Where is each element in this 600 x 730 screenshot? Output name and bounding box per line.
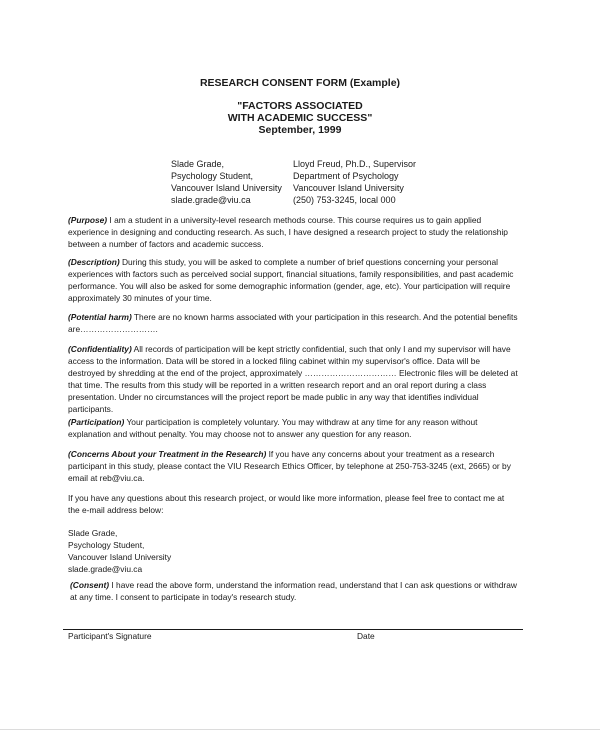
- description-label: (Description): [68, 257, 120, 267]
- form-title: RESEARCH CONSENT FORM (Example): [199, 77, 401, 89]
- description-paragraph: [68, 256, 518, 304]
- harm-text: There are no known harms associated with your participation in this research. And the potential benefits are……………………….: [68, 312, 518, 334]
- purpose-text: I am a student in a university-level research methods course. This course requires us to gain applied experience in designing and conducting research. As such, I have designed a research project to study the relationship between a number of factors and academic success.: [68, 215, 508, 249]
- participation-paragraph: [68, 416, 518, 440]
- description-text: During this study, you will be asked to complete a number of brief questions concerning your personal experiences with factors such as perceived social support, financial situations, family responsibilities, and past academic performance. You will also be asked for some demographic information (gender, age, etc). Your participation will require approximately 30 minutes of your time.: [68, 257, 514, 303]
- questions-paragraph: If you have any questions about this research project, or would like more information, please feel free to contact me at the e-mail address below:: [68, 493, 505, 515]
- supervisor-address-block: [293, 158, 416, 206]
- confidentiality-label: (Confidentiality): [68, 344, 132, 354]
- supervisor-phone: (250) 753-3245, local 000: [293, 195, 396, 205]
- study-title: [0, 100, 600, 136]
- study-title-line-1: "FACTORS ASSOCIATED: [237, 100, 363, 112]
- student-email: slade.grade@viu.ca: [171, 195, 251, 205]
- concerns-text: If you have any concerns about your treatment as a research participant in this study, please contact the VIU Research Ethics Officer, by telephone at 250-753-3245 (ext, 2665) or by email at reb@viu.ca.: [68, 449, 511, 483]
- student-role: Psychology Student,: [171, 171, 254, 181]
- student-address-block: [171, 158, 282, 206]
- concerns-label: (Concerns About your Treatment in the Research): [68, 449, 267, 459]
- harm-label: (Potential harm): [68, 312, 132, 322]
- supervisor-university: Vancouver Island University: [293, 183, 404, 193]
- study-title-line-2: WITH ACADEMIC SUCCESS": [227, 112, 373, 124]
- consent-label: (Consent): [70, 580, 110, 590]
- student-name: Slade Grade,: [171, 159, 225, 169]
- concerns-paragraph: [68, 448, 518, 484]
- purpose-label: (Purpose): [68, 215, 108, 225]
- harm-paragraph: [68, 311, 518, 335]
- date-label: Date: [357, 631, 375, 641]
- participation-text: Your participation is completely voluntary. You may withdraw at any time for any reason without explanation and without penalty. You may choose not to answer any question for any reason.: [68, 417, 478, 439]
- consent-paragraph: [70, 579, 520, 603]
- contact-university: Vancouver Island University: [68, 552, 172, 562]
- contact-block: [68, 527, 518, 575]
- confidentiality-paragraph: [68, 343, 518, 415]
- signature-line[interactable]: [63, 629, 523, 630]
- participant-signature-label: Participant's Signature: [68, 631, 152, 641]
- confidentiality-text: All records of participation will be kept strictly confidential, such that only I and my supervisor will have access to the information. Data will be stored in a locked filing cabinet within my supervisor's office. Data will be destroyed by shredding at the end of the project, approximately …………………………… Electronic files will be deleted at that time. The results from this study will be reported in a written research report and an oral report during a class presentation. Under no circumstances will the project report be made public in any way that identifies individual participants.: [68, 344, 518, 414]
- contact-name: Slade Grade,: [68, 528, 118, 538]
- supervisor-department: Department of Psychology: [293, 171, 399, 181]
- consent-text: I have read the above form, understand the information read, understand that I can ask questions or withdraw at any time. I consent to participate in today's research study.: [70, 580, 517, 602]
- contact-role: Psychology Student,: [68, 540, 145, 550]
- contact-email: slade.grade@viu.ca: [68, 564, 143, 574]
- supervisor-name: Lloyd Freud, Ph.D., Supervisor: [293, 159, 417, 169]
- study-date: September, 1999: [258, 124, 342, 136]
- participation-label: (Participation): [68, 417, 125, 427]
- student-university: Vancouver Island University: [171, 183, 282, 193]
- purpose-paragraph: [68, 214, 518, 250]
